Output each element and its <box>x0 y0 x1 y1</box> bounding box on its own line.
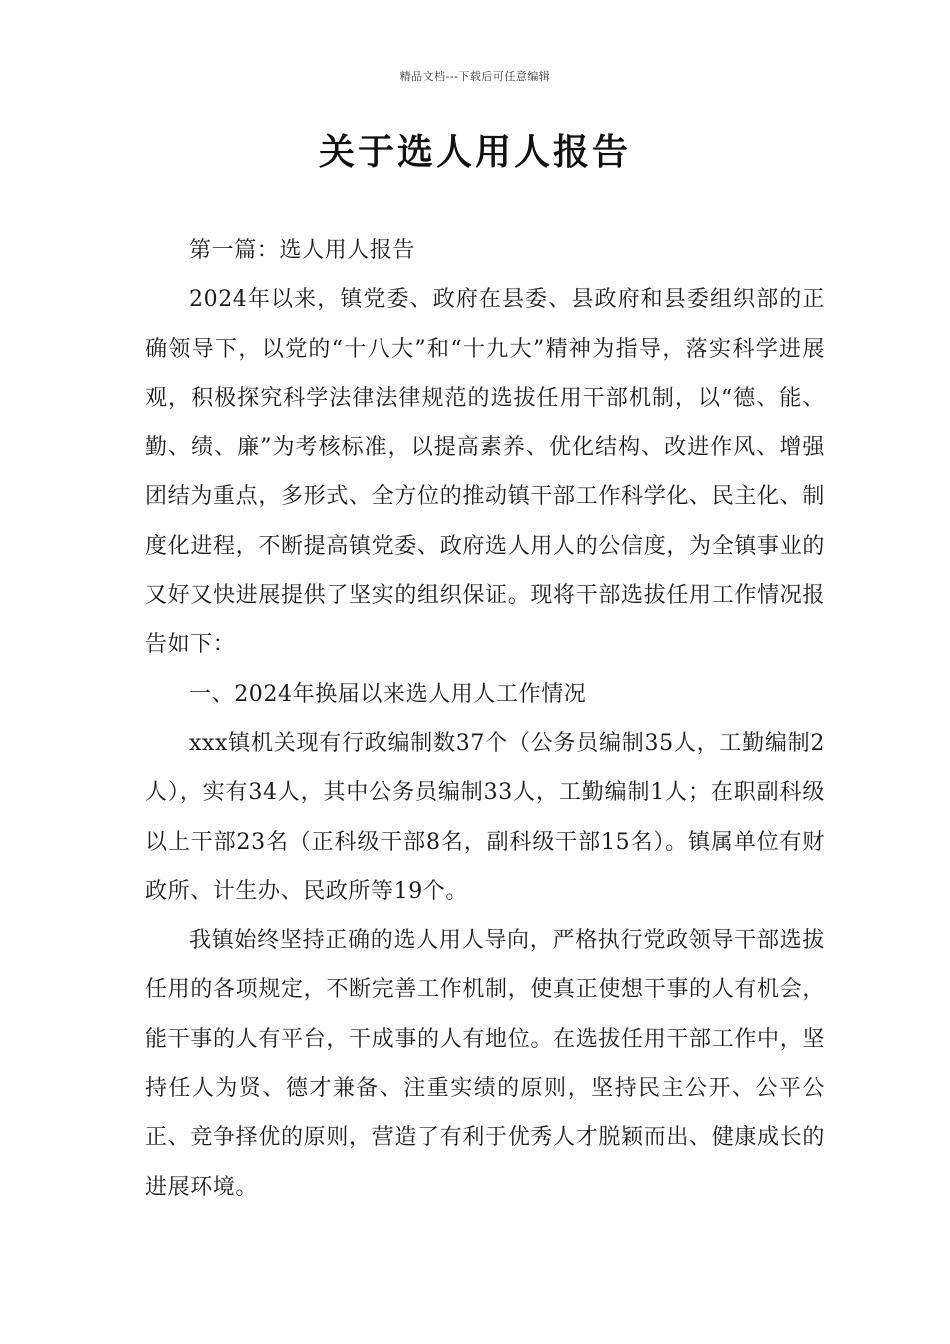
document-title: 关于选人用人报告 <box>318 132 631 173</box>
section-heading-part-one: 第一篇：选人用人报告 <box>189 238 416 263</box>
paragraph-intro: 2024年以来，镇党委、政府在县委、县政府和县委组织部的正确领导下，以党的“十八大”和“十九大”精神为指导，落实科学进展观，积极探究科学法律法律规范的选拔任用干部机制，以“德、能、勤、绩、廉”为考核标准，以提高素养、优化结构、改进作风、增强团结为重点，多形式、全方位的推动镇干部工作科学化、民主化、制度化进程，不断提高镇党委、政府选人用人的公信度，为全镇事业的又好又快进展提供了坚实的组织保证。现将干部选拔任用工作情况报告如下： <box>145 287 825 658</box>
section-heading-work-status: 一、2024年换届以来选人用人工作情况 <box>189 681 587 707</box>
paragraph-principles: 我镇始终坚持正确的选人用人导向，严格执行党政领导干部选拔任用的各项规定，不断完善工作机制，使真正使想干事的人有机会，能干事的人有平台，干成事的人有地位。在选拔任用干部工作中，坚持任人为贤、德才兼备、注重实绩的原则，坚持民主公开、公平公正、竞争择优的原则，营造了有利于优秀人才脱颖而出、健康成长的进展环境。 <box>145 928 825 1200</box>
paragraph-staffing: xxx镇机关现有行政编制数37个（公务员编制35人，工勤编制2人），实有34人，其中公务员编制33人，工勤编制1人；在职副科级以上干部23名（正科级干部8名，副科级干部15名）。镇属单位有财政所、计生办、民政所等19个。 <box>145 730 825 904</box>
document-body <box>145 226 825 1212</box>
header-note: 精品文档---下载后可任意编辑 <box>399 70 551 83</box>
